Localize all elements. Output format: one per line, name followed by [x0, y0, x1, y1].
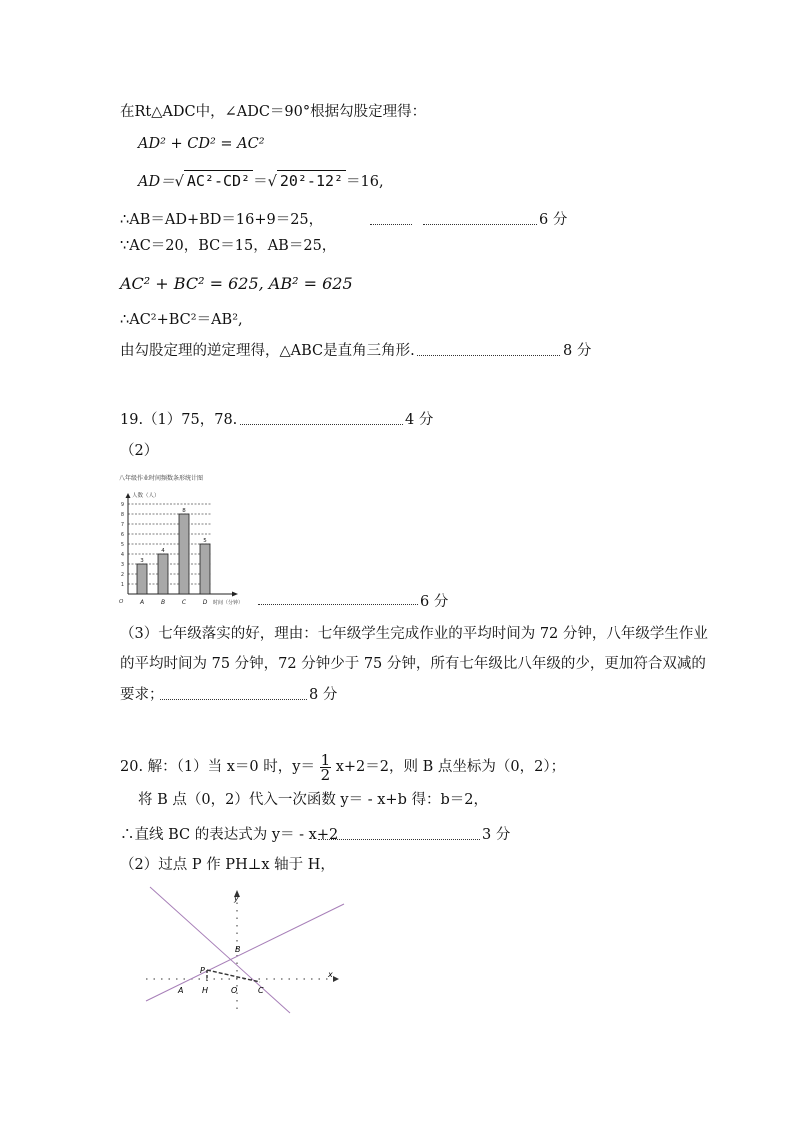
- q18-eq1: AD² + CD² = AC²: [138, 136, 265, 152]
- bar-B: [158, 554, 168, 594]
- q18-line8: 由勾股定理的逆定理得，△ABC是直角三角形.: [120, 343, 415, 359]
- score-6: 6 分: [539, 212, 568, 228]
- bar-value-label: 5: [203, 538, 207, 544]
- bar-D: [200, 544, 210, 594]
- q18-eq2-rhs: ＝16,: [346, 174, 384, 190]
- q18-eq2: AD＝√ AC²-CD² ＝√ 20²-12² ＝16,: [138, 172, 384, 190]
- y-axis-arrow: [126, 493, 131, 498]
- y-tick-label: 3: [120, 562, 124, 568]
- leader-dots: [417, 355, 560, 356]
- q18-eq2-sqrt2: 20²-12²: [277, 170, 346, 191]
- y-tick-label: 8: [120, 512, 124, 518]
- y-tick-label: 6: [120, 532, 124, 538]
- graph-label-P: P: [200, 966, 205, 975]
- q20-line4: （2）过点 P 作 PH⊥x 轴于 H，: [120, 857, 335, 873]
- q18-line5: ∵AC＝20，BC＝15，AB＝25，: [120, 238, 337, 254]
- q19-part3-line3: 要求；: [120, 687, 164, 703]
- y-tick-label: 5: [120, 542, 124, 548]
- graph-label-x: x: [328, 970, 333, 979]
- coordinate-graph: [138, 885, 348, 1015]
- q19-part3-line2: 的平均时间为 75 分钟，72 分钟少于 75 分钟，所有七年级比八年级的少，更加符合双减的: [120, 656, 706, 672]
- q19-part1: 19.（1）75，78.: [120, 412, 238, 428]
- y-tick-label: 1: [120, 582, 124, 588]
- chart-title: 八年级作业时间频数条形统计图: [119, 475, 204, 482]
- bar-value-label: 8: [182, 508, 186, 514]
- q19-part3-line1: （3）七年级落实的好，理由：七年级学生完成作业的平均时间为 72 分钟，八年级学生作业: [120, 626, 708, 642]
- leader-dots: [258, 604, 418, 605]
- q20-line1-post: x+2＝2，则 B 点坐标为（0，2）；: [335, 759, 566, 775]
- q18-eq2-mid: ＝: [253, 174, 268, 190]
- fraction-half: $\frac{1}{2}$: [320, 750, 331, 784]
- score-8: 8 分: [563, 343, 592, 359]
- q18-line6: AC² + BC² = 625, AB² = 625: [120, 274, 353, 293]
- q20-line2: 将 B 点（0，2）代入一次函数 y＝ - x+b 得：b＝2，: [138, 792, 488, 808]
- q18-eq2-lhs: AD＝: [138, 174, 175, 190]
- x-tick-label: D: [202, 599, 208, 606]
- x-axis-arrow: [232, 592, 238, 597]
- y-tick-label: 7: [120, 522, 124, 528]
- q20-line1: [120, 751, 565, 783]
- y-axis-label: 人数（人）: [132, 493, 160, 499]
- leader-dots: [240, 424, 403, 425]
- y-tick-label: 9: [120, 502, 124, 508]
- graph-label-C: C: [258, 986, 264, 995]
- y-tick-label: 4: [120, 552, 124, 558]
- score-8: 8 分: [309, 687, 338, 703]
- x-axis-label: 时间（分钟）: [213, 600, 244, 606]
- y-tick-label: 2: [120, 572, 124, 578]
- q19-part2: （2）: [120, 443, 159, 459]
- q18-line4: ∴AB＝AD+BD＝16+9＝25，: [120, 212, 324, 228]
- leader-dots: [423, 224, 537, 225]
- x-tick-label: C: [181, 599, 187, 606]
- bar-chart: [116, 472, 276, 612]
- bar-C: [179, 514, 189, 594]
- graph-label-O: O: [231, 986, 238, 995]
- q18-eq2-sqrt1: AC²-CD²: [184, 170, 253, 191]
- leader-dots: [160, 699, 307, 700]
- graph-label-A: A: [178, 986, 184, 995]
- x-tick-label: B: [160, 599, 166, 606]
- q18-intro: 在Rt△ADC中，∠ADC＝90°根据勾股定理得：: [120, 104, 427, 120]
- score-6: 6 分: [420, 594, 449, 610]
- graph-label-B: B: [235, 945, 241, 954]
- chart-bars: [137, 508, 210, 606]
- score-4: 4 分: [405, 412, 434, 428]
- bar-value-label: 4: [161, 548, 165, 554]
- origin-label: O: [119, 599, 124, 605]
- graph-label-H: H: [202, 986, 209, 995]
- score-3: 3 分: [482, 827, 511, 843]
- leader-dots: [370, 224, 412, 225]
- bar-A: [137, 564, 147, 594]
- q18-line7: ∴AC²+BC²＝AB²,: [120, 312, 243, 328]
- leader-dots: [318, 839, 480, 840]
- q20-line1-pre: 20. 解：（1）当 x＝0 时，y＝: [120, 759, 315, 775]
- q20-line3: ∴直线 BC 的表达式为 y＝ - x+2: [120, 827, 339, 843]
- graph-label-y: y: [234, 894, 239, 903]
- bar-value-label: 3: [140, 558, 144, 564]
- x-tick-label: A: [139, 599, 145, 606]
